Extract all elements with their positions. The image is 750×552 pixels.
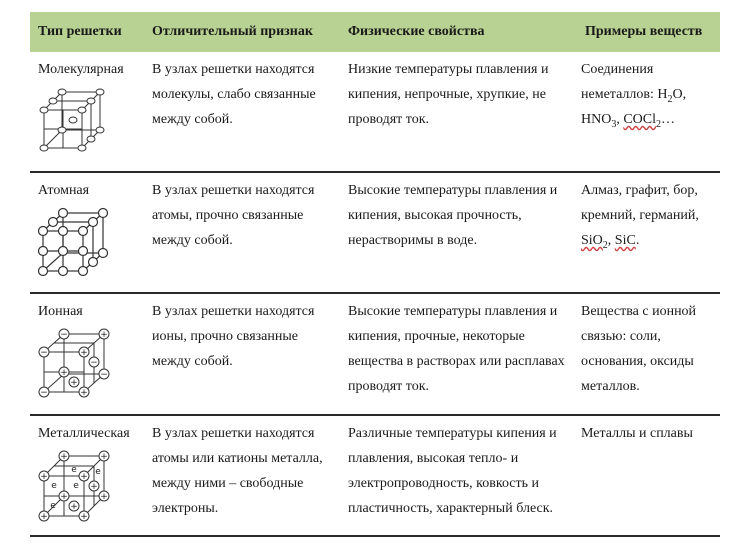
plus-sign: +: [100, 492, 108, 502]
plus-sign: +: [80, 348, 88, 358]
plus-sign: +: [90, 482, 98, 492]
minus-sign: −: [60, 330, 68, 340]
examples-text: [581, 233, 608, 251]
properties-cell: Высокие температуры плавления и кипения, высокая прочность, нерастворимы в воде.: [348, 183, 558, 248]
type-cell: [30, 173, 144, 292]
examples-line: [581, 82, 720, 107]
examples-text: [623, 112, 662, 130]
examples-text: .: [635, 233, 640, 248]
type-label: Молекулярная: [38, 62, 124, 77]
minus-sign: −: [100, 370, 108, 380]
feature-cell: В узлах решетки находятся атомы или катионы металла, между ними – свободные электроны.: [152, 426, 323, 516]
table-row: [30, 294, 720, 416]
table-header: [30, 12, 720, 52]
plus-sign: +: [70, 378, 78, 388]
type-cell: [30, 52, 144, 171]
header-feature: Отличительный признак: [152, 24, 313, 39]
plus-sign: +: [40, 512, 48, 522]
examples-text: HNO: [581, 112, 612, 127]
examples-text: COCl: [623, 112, 657, 127]
examples-cell: Вещества с ионной связью: соли, основания, оксиды металлов.: [581, 304, 697, 394]
examples-text: SiC: [614, 233, 636, 248]
feature-cell: В узлах решетки находятся молекулы, слабо связанные между собой.: [152, 62, 316, 127]
feature-cell: В узлах решетки находятся ионы, прочно связанные между собой.: [152, 304, 315, 369]
plus-sign: +: [60, 452, 68, 462]
examples-text: ,: [616, 112, 624, 127]
table-row: [30, 416, 720, 537]
type-cell: [30, 416, 144, 535]
electron-glyph: e: [50, 501, 56, 511]
plus-sign: +: [70, 502, 78, 512]
table-row: [30, 52, 720, 173]
plus-sign: +: [80, 472, 88, 482]
examples-text: неметаллов: H: [581, 87, 668, 102]
type-cell: [30, 294, 144, 414]
plus-sign: +: [100, 330, 108, 340]
examples-text: O,: [672, 87, 687, 102]
examples-line: [581, 228, 720, 253]
lattice-table: [30, 12, 720, 537]
type-label: Атомная: [38, 183, 90, 198]
subscript: 2: [602, 239, 608, 251]
minus-sign: −: [90, 358, 98, 368]
plus-sign: +: [60, 492, 68, 502]
electron-glyph: e: [73, 481, 79, 491]
metallic-lattice-icon: [38, 448, 112, 522]
subscript: 2: [667, 93, 673, 105]
plus-sign: +: [60, 368, 68, 378]
header-properties: Физические свойства: [348, 24, 485, 39]
examples-cell: [577, 173, 720, 292]
electron-glyph: e: [95, 467, 101, 477]
electron-glyph: e: [71, 465, 77, 475]
plus-sign: +: [80, 388, 88, 398]
type-label: Металлическая: [38, 426, 130, 441]
subscript: 3: [611, 118, 617, 130]
examples-text: ,: [607, 233, 615, 248]
examples-cell: [577, 52, 720, 171]
examples-line: Соединения: [581, 62, 654, 77]
header-lattice-type: Тип решетки: [38, 24, 122, 39]
examples-line: [581, 107, 720, 132]
properties-cell: Низкие температуры плавления и кипения, непрочные, хрупкие, не проводят ток.: [348, 62, 549, 127]
properties-cell: Высокие температуры плавления и кипения, прочные, некоторые вещества в растворах или расплавах проводят ток.: [348, 304, 565, 394]
examples-line: Алмаз, графит, бор, кремний, германий,: [581, 183, 699, 223]
feature-cell: В узлах решетки находятся атомы, прочно связанные между собой.: [152, 183, 315, 248]
examples-text: SiO: [581, 233, 603, 248]
properties-cell: Различные температуры кипения и плавления, высокая тепло- и электропроводность, ковкость и пластичность, характерный блеск.: [348, 426, 557, 516]
subscript: 2: [656, 118, 662, 130]
minus-sign: −: [40, 388, 48, 398]
plus-sign: +: [80, 512, 88, 522]
ionic-lattice-icon: [38, 326, 110, 398]
examples-cell: Металлы и сплавы: [581, 426, 693, 441]
atomic-lattice-icon: [38, 205, 110, 277]
header-examples: Примеры веществ: [585, 24, 703, 39]
plus-sign: +: [40, 472, 48, 482]
examples-text: …: [661, 112, 676, 127]
type-label: Ионная: [38, 304, 83, 319]
electron-glyph: e: [51, 481, 57, 491]
table-row: [30, 173, 720, 294]
minus-sign: −: [40, 348, 48, 358]
molecular-lattice-icon: [38, 84, 108, 154]
plus-sign: +: [100, 452, 108, 462]
